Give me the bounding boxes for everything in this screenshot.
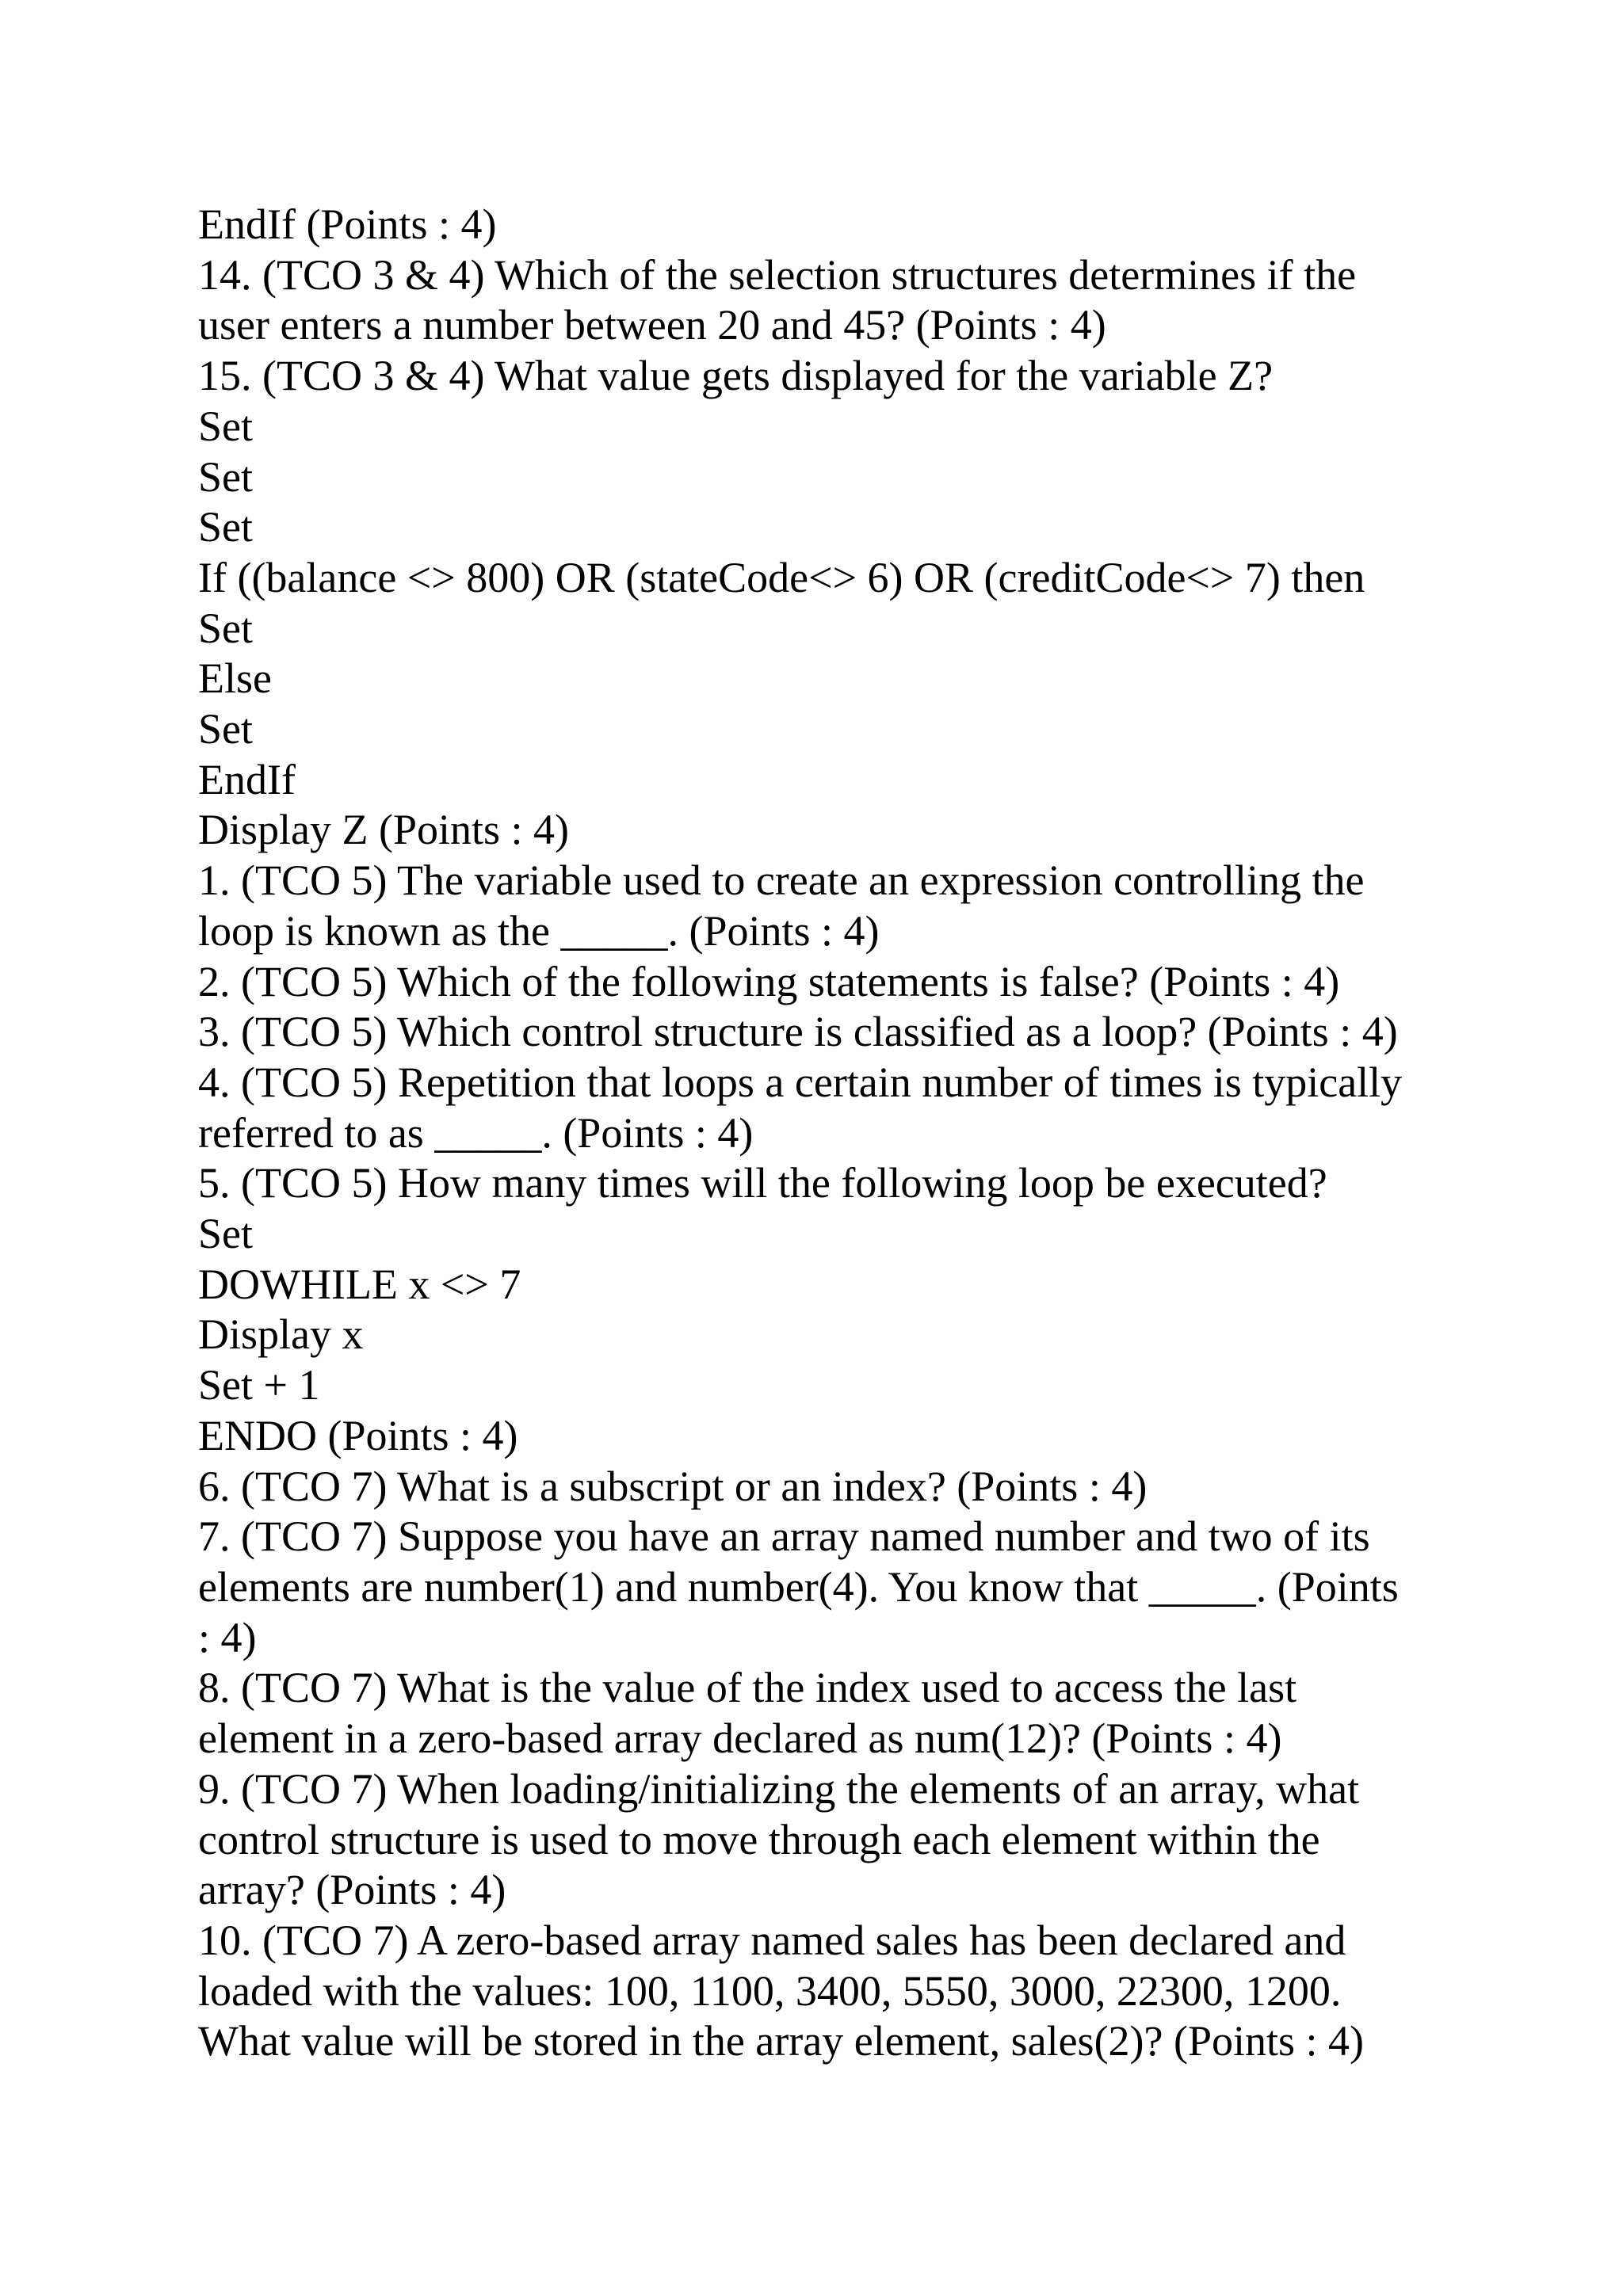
question-1-line-1: 1. (TCO 5) The variable used to create an expression controlling the <box>198 856 1365 905</box>
question-3: 3. (TCO 5) Which control structure is classified as a loop? (Points : 4) <box>198 1008 1398 1056</box>
question-4-line-1: 4. (TCO 5) Repetition that loops a certain number of times is typically <box>198 1058 1403 1106</box>
document-text <box>198 200 1434 2067</box>
code-line-endif: EndIf <box>198 755 296 803</box>
question-15-line-1: 15. (TCO 3 & 4) What value gets displayed for the variable Z? <box>198 352 1274 400</box>
question-2: 2. (TCO 5) Which of the following statements is false? (Points : 4) <box>198 957 1340 1005</box>
question-10-line-1: 10. (TCO 7) A zero-based array named sales has been declared and <box>198 1916 1346 1964</box>
question-8-line-2: element in a zero-based array declared as num(12)? (Points : 4) <box>198 1714 1282 1763</box>
code-line-endo: ENDO (Points : 4) <box>198 1411 518 1459</box>
code-line-set-3: Set <box>198 503 254 551</box>
code-line-display-z: Display Z (Points : 4) <box>198 806 569 854</box>
text-line-endif-points: EndIf (Points : 4) <box>198 200 497 248</box>
code-line-if-condition: If ((balance <> 800) OR (stateCode<> 6) OR (creditCode<> 7) then <box>198 553 1365 601</box>
question-5-line-1: 5. (TCO 5) How many times will the following loop be executed? <box>198 1159 1327 1207</box>
question-7-line-1: 7. (TCO 7) Suppose you have an array named number and two of its <box>198 1512 1370 1561</box>
code-line-else: Else <box>198 654 272 703</box>
question-9-line-1: 9. (TCO 7) When loading/initializing the elements of an array, what <box>198 1764 1360 1813</box>
question-10-line-2: loaded with the values: 100, 1100, 3400, 5550, 3000, 22300, 1200. <box>198 1966 1342 2015</box>
question-14-line-1: 14. (TCO 3 & 4) Which of the selection structures determines if the <box>198 250 1357 299</box>
question-14-line-2: user enters a number between 20 and 45? (Points : 4) <box>198 301 1106 349</box>
question-9-line-3: array? (Points : 4) <box>198 1866 506 1914</box>
code-line-set-2: Set <box>198 452 254 501</box>
question-6: 6. (TCO 7) What is a subscript or an index? (Points : 4) <box>198 1462 1148 1510</box>
code-line-set-5: Set <box>198 705 254 753</box>
question-7-line-3: : 4) <box>198 1613 257 1661</box>
code-line-display-x: Display x <box>198 1310 364 1359</box>
question-10-line-3: What value will be stored in the array element, sales(2)? (Points : 4) <box>198 2017 1365 2065</box>
question-1-line-2: loop is known as the _____. (Points : 4) <box>198 906 880 955</box>
question-8-line-1: 8. (TCO 7) What is the value of the index used to access the last <box>198 1664 1297 1712</box>
question-9-line-2: control structure is used to move through each element within the <box>198 1815 1320 1863</box>
question-7-line-2: elements are number(1) and number(4). You know that _____. (Points <box>198 1562 1399 1611</box>
code-line-set-4: Set <box>198 604 254 652</box>
code-line-dowhile: DOWHILE x <> 7 <box>198 1260 521 1308</box>
question-4-line-2: referred to as _____. (Points : 4) <box>198 1108 754 1157</box>
code-line-set-1: Set <box>198 402 254 450</box>
code-line-set-6: Set <box>198 1210 254 1258</box>
code-line-set-increment: Set + 1 <box>198 1361 320 1409</box>
